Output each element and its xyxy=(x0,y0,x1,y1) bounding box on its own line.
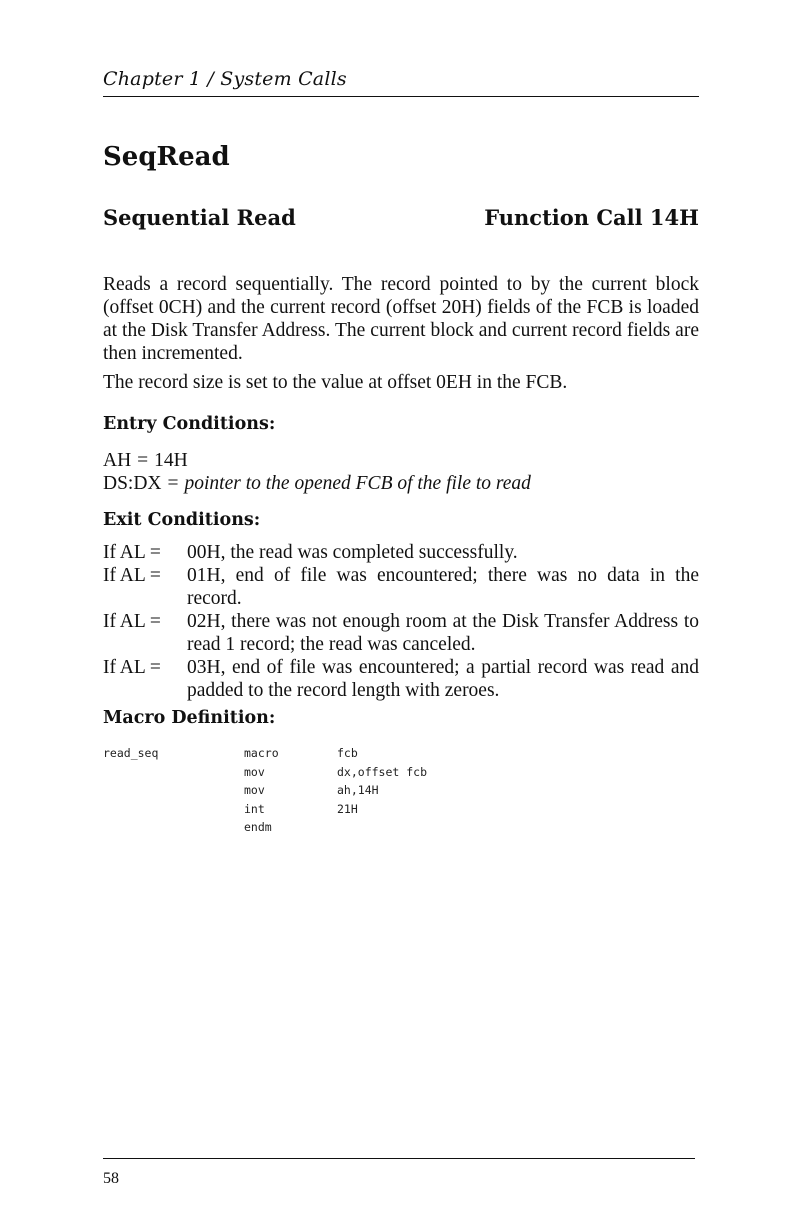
entry-equals: = xyxy=(137,450,149,471)
code-operand: fcb xyxy=(337,746,358,760)
code-operand: ah,14H xyxy=(337,783,379,797)
entry-value: 14H xyxy=(154,450,188,471)
code-label xyxy=(103,800,244,819)
exit-conditions-list xyxy=(103,541,699,702)
code-line xyxy=(103,763,427,782)
description-paragraph: Reads a record sequentially. The record pointed to by the current block (offset 0CH) and the current record (offset 20H) fields of the FCB is loaded at the Disk Transfer Address. The current block and current record fields are then incremented. xyxy=(103,274,699,364)
exit-condition-label: If AL = xyxy=(103,542,161,563)
running-head: Chapter 1 / System Calls xyxy=(103,68,347,90)
entry-condition-item xyxy=(103,449,699,472)
entry-condition-item xyxy=(103,472,699,495)
record-size-paragraph: The record size is set to the value at offset 0EH in the FCB. xyxy=(103,372,568,393)
exit-condition-item xyxy=(103,564,699,610)
exit-condition-text: 00H, the read was completed successfully. xyxy=(187,542,518,563)
code-operand: dx,offset fcb xyxy=(337,764,428,779)
code-opcode: macro xyxy=(244,746,279,760)
exit-condition-text: 03H, end of file was encountered; a partial record was read and padded to the record length with zeroes. xyxy=(187,657,699,701)
code-opcode: mov xyxy=(244,764,265,779)
code-line xyxy=(103,818,427,837)
function-call-number: Function Call 14H xyxy=(484,205,699,230)
page-number: 58 xyxy=(103,1170,119,1187)
entry-equals: = xyxy=(167,473,179,494)
entry-register: AH xyxy=(103,450,132,471)
footer-rule xyxy=(103,1158,695,1159)
code-line xyxy=(103,781,427,800)
exit-condition-text: 02H, there was not enough room at the Disk Transfer Address to read 1 record; the read was canceled. xyxy=(187,611,699,655)
exit-condition-item xyxy=(103,541,699,564)
entry-value: pointer to the opened FCB of the file to read xyxy=(184,473,531,494)
exit-conditions-heading: Exit Conditions: xyxy=(103,510,261,530)
code-label xyxy=(103,763,244,782)
code-opcode: int xyxy=(244,801,265,816)
exit-condition-item xyxy=(103,610,699,656)
call-subtitle: Sequential Read xyxy=(103,205,296,230)
entry-register: DS:DX xyxy=(103,473,162,494)
exit-condition-text: 01H, end of file was encountered; there was no data in the record. xyxy=(187,565,699,609)
code-label xyxy=(103,818,244,837)
entry-conditions-heading: Entry Conditions: xyxy=(103,414,276,434)
macro-code-listing xyxy=(103,744,427,837)
call-name-heading: SeqRead xyxy=(103,142,230,172)
code-line xyxy=(103,800,427,819)
exit-condition-label: If AL = xyxy=(103,611,161,632)
code-opcode: endm xyxy=(244,820,272,834)
header-rule xyxy=(103,96,699,97)
entry-conditions-list xyxy=(103,449,699,495)
code-label xyxy=(103,781,244,800)
code-operand: 21H xyxy=(337,801,358,816)
code-label: read_seq xyxy=(103,746,159,760)
macro-definition-heading: Macro Definition: xyxy=(103,708,276,728)
exit-condition-item xyxy=(103,656,699,702)
code-line xyxy=(103,744,427,763)
exit-condition-label: If AL = xyxy=(103,565,161,586)
code-opcode: mov xyxy=(244,783,265,797)
exit-condition-label: If AL = xyxy=(103,657,161,678)
